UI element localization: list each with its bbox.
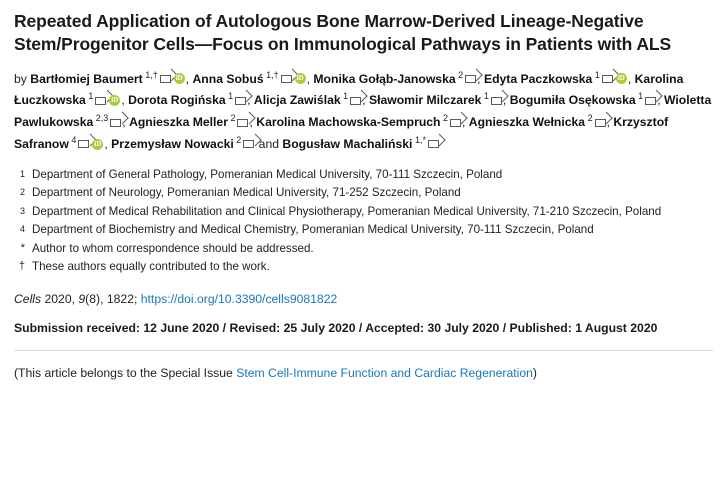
envelope-icon[interactable] [595,119,606,127]
accepted-label: Accepted: [365,320,425,335]
author-affiliation-marker: 1,* [412,134,426,145]
author-separator: , [362,93,369,108]
affiliation-item [14,222,713,238]
author-affiliation-marker: 1 [481,91,489,102]
affiliation-marker: 1 [19,168,25,179]
author-separator: , [247,93,254,108]
and-label: and [255,137,283,152]
author-name[interactable]: Alicja Zawiślak [253,93,341,108]
affiliation-item [14,204,713,220]
revised-date: 25 July 2020 [283,320,356,335]
author-separator: , [121,93,129,108]
author-entry [30,69,193,86]
author-entry [510,93,664,107]
journal-volume: 9 [78,291,86,306]
orcid-icon[interactable] [174,73,185,84]
orcid-icon[interactable] [616,73,627,84]
author-entry [369,93,510,107]
equal-contribution-note [14,259,713,275]
author-affiliation-marker: 2 [455,69,464,80]
author-separator: , [306,71,314,86]
published-date: 1 August 2020 [575,320,658,335]
affiliation-text: Department of General Pathology, Pomeranian Medical University, 70-111 Szczecin, Poland [32,167,503,181]
author-affiliation-marker: 1,† [142,69,158,80]
submission-label: Submission received: [14,320,140,335]
journal-issue: (8) [85,291,101,306]
affiliation-item [14,185,713,201]
author-entry [111,134,255,152]
author-separator: , [657,93,664,108]
author-name[interactable]: Anna Sobuś [192,71,264,86]
journal-name: Cells [14,291,42,306]
author-entry [313,69,484,86]
envelope-icon[interactable] [237,119,248,127]
affiliation-text: These authors equally contributed to the work. [32,260,270,274]
envelope-icon[interactable] [95,97,106,105]
author-entry [483,69,635,86]
author-separator: , [477,71,484,86]
author-name[interactable]: Bogumiła Osękowska [509,93,636,108]
citation-line: Cells 2020, 9(8), 1822; https://doi.org/10.3390/cells9081822 [14,291,338,306]
envelope-icon[interactable] [491,97,502,105]
envelope-icon[interactable] [110,119,121,127]
author-name[interactable]: Przemysław Nowacki [111,137,234,152]
accepted-date: 30 July 2020 [427,320,500,335]
affiliation-list [14,167,713,276]
envelope-icon[interactable] [602,75,613,83]
author-affiliation-marker: 1 [225,91,234,102]
author-separator: , [122,115,130,130]
envelope-icon[interactable] [450,119,461,127]
envelope-icon[interactable] [235,97,246,105]
author-separator: , [627,71,635,86]
special-issue-prefix: (This article belongs to the Special Issue [14,365,233,380]
author-name[interactable]: Krzysztof Safranow [14,115,669,152]
envelope-icon[interactable] [645,97,656,105]
author-name[interactable]: Dorota Rogińska [128,93,226,108]
journal-article-number: 1822 [106,291,134,306]
affiliation-marker: 2 [19,187,25,198]
correspondence-note [14,241,713,257]
affiliation-text: Department of Neurology, Pomeranian Medical University, 71-252 Szczecin, Poland [32,186,461,200]
envelope-icon[interactable] [428,140,439,148]
author-name[interactable]: Agnieszka Meller [129,115,228,130]
by-label: by [14,71,27,86]
author-name[interactable]: Karolina Machowska-Sempruch [256,115,441,130]
author-name[interactable]: Bartłomiej Baumert [30,71,143,86]
orcid-icon[interactable] [92,139,103,150]
author-affiliation-marker: 1 [592,69,600,80]
author-name[interactable]: Edyta Paczkowska [483,71,593,86]
envelope-icon[interactable] [160,75,171,83]
author-entry [129,115,256,129]
author-separator: , [249,115,257,130]
author-name[interactable]: Bogusław Machaliński [282,137,413,152]
author-entry [128,93,254,107]
author-affiliation-marker: 2 [233,134,242,145]
orcid-icon[interactable] [295,73,306,84]
author-separator: , [462,115,469,130]
author-entry [282,134,440,152]
affiliation-marker: 4 [19,224,25,235]
author-entry [256,115,469,129]
author-affiliation-marker: 2 [440,113,448,124]
affiliation-text: Author to whom correspondence should be addressed. [32,241,314,255]
author-affiliation-marker: 2 [227,113,236,124]
author-affiliation-marker: 1 [340,91,349,102]
affiliation-marker: * [20,241,25,254]
author-name[interactable]: Monika Gołąb-Janowska [313,71,456,86]
orcid-icon[interactable] [109,95,120,106]
publication-dates: Submission received: 12 June 2020 / Revised: 25 July 2020 / Accepted: 30 July 2020 / Published: 1 August 2020 [14,320,658,335]
envelope-icon[interactable] [281,75,292,83]
affiliation-text: Department of Medical Rehabilitation and Clinical Physiotherapy, Pomeranian Medical University, 71-210 Szczecin, Poland [32,204,662,218]
author-affiliation-marker: 2,3 [93,113,109,124]
author-affiliation-marker: 1 [85,91,94,102]
envelope-icon[interactable] [350,97,361,105]
published-label: Published: [509,320,572,335]
special-issue-note [14,364,713,382]
special-issue-link[interactable]: Stem Cell-Immune Function and Cardiac Regeneration [236,365,533,380]
submission-date: 12 June 2020 [143,320,220,335]
affiliation-marker: 3 [19,205,25,216]
envelope-icon[interactable] [465,75,476,83]
page-title: Repeated Application of Autologous Bone Marrow-Derived Lineage-Negative Stem/Progenitor Cells—Focus on Immunological Pathways in Patients with ALS [14,11,672,54]
author-entry [469,115,614,129]
author-list [14,68,713,155]
author-name[interactable]: Agnieszka Wełnicka [468,115,586,130]
author-separator: , [502,93,510,108]
special-issue-suffix: ) [532,365,537,380]
author-affiliation-marker: 1,† [263,69,279,80]
revised-label: Revised: [229,320,281,335]
author-separator: , [104,137,112,152]
affiliation-marker: † [18,260,25,273]
section-divider [14,350,713,351]
author-entry [254,93,369,107]
author-affiliation-marker: 4 [68,134,77,145]
envelope-icon[interactable] [78,140,89,148]
author-separator: , [185,71,193,86]
author-separator: , [606,115,614,130]
author-name[interactable]: Sławomir Milczarek [368,93,482,108]
author-name[interactable]: Wioletta Pawlukowska [14,93,712,130]
author-name[interactable]: Karolina Łuczkowska [14,71,684,108]
envelope-icon[interactable] [243,140,254,148]
affiliation-item [14,167,713,183]
author-entry [192,69,314,86]
doi-link[interactable]: https://doi.org/10.3390/cells9081822 [140,291,338,306]
journal-year: 2020 [44,291,72,306]
affiliation-text: Department of Biochemistry and Medical Chemistry, Pomeranian Medical University, 70-111 Szczecin, Poland [32,223,594,237]
author-affiliation-marker: 2 [585,113,593,124]
author-affiliation-marker: 1 [635,91,644,102]
